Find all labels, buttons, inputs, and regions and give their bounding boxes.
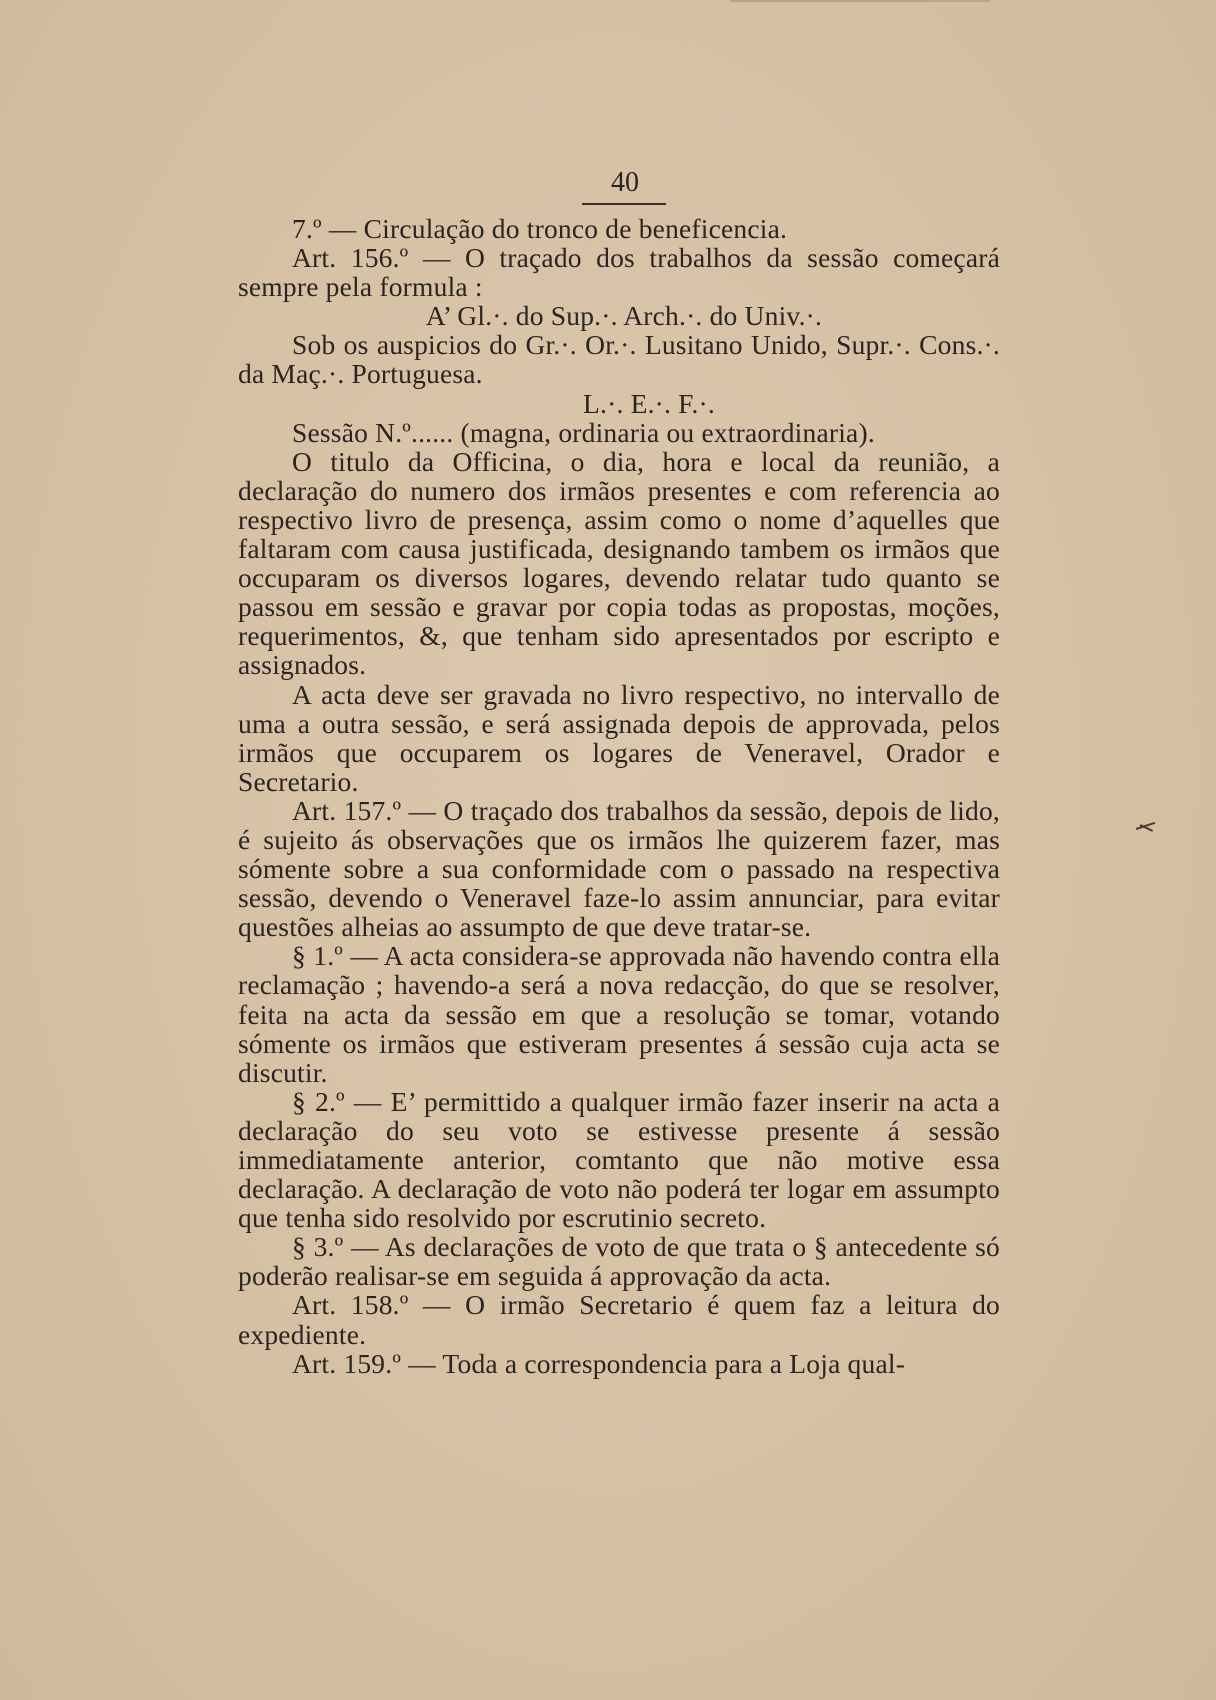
page-number: 40 bbox=[611, 167, 639, 198]
page-number-underline bbox=[582, 203, 666, 205]
paragraph-art-157: Art. 157.º — O traçado dos trabalhos da sessão, depois de lido, é sujeito ás observações que os irmãos lhe quizerem fazer, mas sómente sobre a sua conformidade com o passado na respectiva sessão, devendo o Veneravel faze-lo assim annunciar, para evitar questões alheias ao assumpto de que deve tratar-se. bbox=[238, 794, 1000, 943]
top-edge-rule bbox=[730, 0, 990, 2]
body-text bbox=[238, 214, 1000, 1378]
paragraph-section-1: § 1.º — A acta considera-se approvada não havendo contra ella reclamação ; havendo-a será a nova redacção, do que se resolver, feita na acta da sessão em que a resolução se tomar, votando sómente os irmãos que estiveram presentes á sessão cuja acta se discutir. bbox=[238, 940, 1000, 1088]
formula-line-1: A’ Gl.·. do Sup.·. Arch.·. do Univ.·. bbox=[425, 300, 823, 332]
paragraph-section-3: § 3.º — As declarações de voto de que trata o § antecedente só poderão realisar-se em seguida á approvação da acta. bbox=[238, 1231, 1000, 1292]
paragraph-acta: A acta deve ser gravada no livro respectivo, no intervallo de uma a outra sessão, e será assignada depois de approvada, pelos irmãos que occuparem os logares de Veneravel, Orador e Secretario. bbox=[238, 678, 1000, 797]
paragraph-item-7: 7.º — Circulação do tronco de beneficencia. bbox=[292, 213, 788, 244]
paragraph-art-156: Art. 156.º — O traçado dos trabalhos da sessão começará sempre pela formula : bbox=[238, 242, 1000, 303]
paragraph-section-2: § 2.º — E’ permittido a qualquer irmão fazer inserir na acta a declaração do seu voto se estivesse presente á sessão immediatamente anterior, comtanto que não motive essa declaração. A declaração de voto não poderá ter logar em assumpto que tenha sido resolvido por escrutinio secreto. bbox=[238, 1085, 1000, 1234]
margin-ink-mark bbox=[1136, 818, 1158, 834]
session-line: Sessão N.º...... (magna, ordinaria ou extraordinaria). bbox=[292, 416, 875, 448]
formula-line-3: L.·. E.·. F.·. bbox=[583, 387, 715, 419]
paragraph-art-158: Art. 158.º — O irmão Secretario é quem faz a leitura do expediente. bbox=[238, 1289, 1000, 1350]
paragraph-art-159: Art. 159.º — Toda a correspondencia para a Loja qual- bbox=[292, 1347, 906, 1379]
formula-line-2: Sob os auspicios do Gr.·. Or.·. Lusitano Unido, Supr.·. Cons.·. da Maç.·. Portuguesa. bbox=[238, 329, 1000, 390]
paragraph-title: O titulo da Officina, o dia, hora e local da reunião, a declaração do numero dos irmãos presentes e com referencia ao respectivo livro de presença, assim como o nome d’aquelles que faltaram com causa justificada, designando tambem os irmãos que occuparam os diversos logares, devendo relatar tudo quanto se passou em sessão e gravar por copia todas as propostas, moções, requerimentos, &, que tenham sido apresentados por escripto e assignados. bbox=[238, 445, 1000, 681]
